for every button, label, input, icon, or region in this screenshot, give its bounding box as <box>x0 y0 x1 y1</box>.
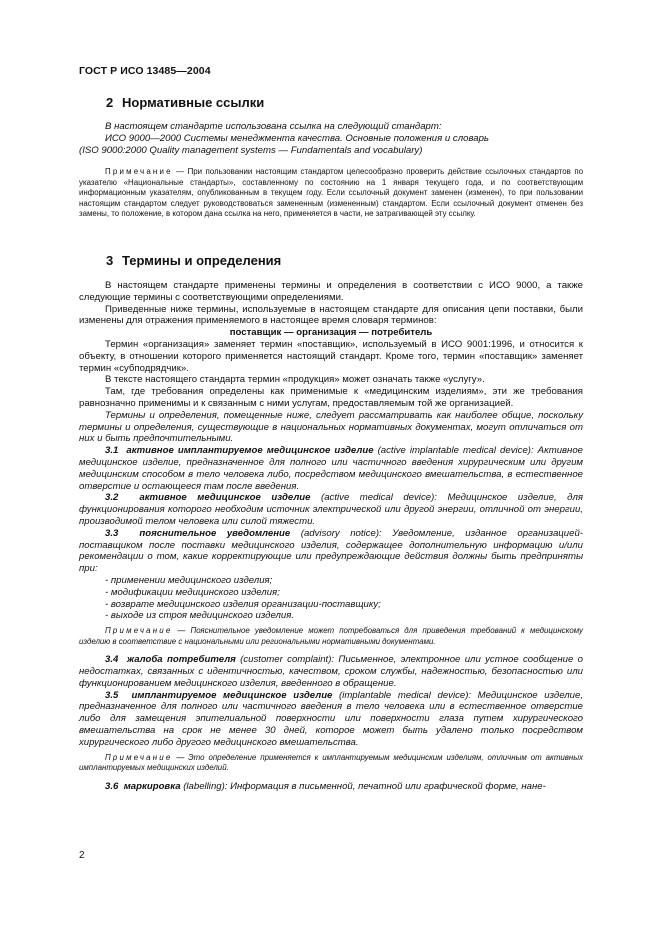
section-2-reference <box>79 121 583 156</box>
term-3-4 <box>79 654 583 689</box>
page-number: 2 <box>79 850 85 861</box>
term-3-2 <box>79 492 583 527</box>
term-definition: (active medical device): Медицинское изделие, для функционирования которого необходим источник электрической или другой энергии, отличной от энергии, производимой телом человека или силой тяжести. <box>79 492 583 527</box>
section-number: 2 <box>106 95 114 110</box>
term-number: 3.3 <box>105 527 119 539</box>
note-3-3 <box>79 626 583 647</box>
term-3-1 <box>79 445 583 492</box>
list-item: - выходе из строя медицинского изделия. <box>79 610 583 622</box>
term-name: активное имплантируемое медицинское изделие <box>126 445 374 457</box>
note-label: Примечание <box>105 167 173 176</box>
paragraph: Там, где требования определены как применимые к «медицинским изделиям», эти же требования равнозначно применимы и к связанным с ними услугам, предоставляемым той же организацией. <box>79 386 583 409</box>
paragraph: В тексте настоящего стандарта термин «продукция» может означать также «услугу». <box>105 374 485 386</box>
supply-chain: поставщик — организация — потребитель <box>229 327 433 339</box>
term-name: пояснительное уведомление <box>139 527 291 539</box>
term-definition: (active implantable medical device): Активное медицинское изделие, предназначенное для полного или частичного введения хирургическим или другим медицинским способом в тело человека либо, посредством медицинского вмешательства, в естественное отверстие и остающееся там после введения. <box>79 445 584 492</box>
section-2-heading <box>106 95 264 110</box>
note-label: Примечание <box>105 752 173 762</box>
term-3-3 <box>79 528 583 575</box>
term-3-6 <box>79 781 583 793</box>
term-name: маркировка <box>123 780 181 792</box>
term-name: жалоба потребителя <box>127 654 236 666</box>
advisory-list <box>79 575 583 622</box>
paragraph: В настоящем стандарте применены термины и определения в соответствии с ИСО 9000, а также следующие термины с соответствующими определениями. <box>79 280 583 303</box>
term-definition: (customer complaint): Письменное, электронное или устное сообщение о недостатках, связанных с идентичностью, качеством, сроком службы, надежностью, безопасностью или функционированием медицинского изделия, введенного в обращение. <box>79 654 583 689</box>
note-label: Примечание <box>105 626 173 636</box>
term-3-5 <box>79 690 583 749</box>
note-text: — Это определение применяется к имплантируемым медицинским изделиям, отличным от активных имплантируемых медицинских изделий. <box>79 752 583 773</box>
term-number: 3.5 <box>105 689 119 701</box>
reference-line: ИСО 9000—2000 Системы менеджмента качества. Основные положения и словарь <box>105 132 489 144</box>
reference-line-en: (ISO 9000:2000 Quality management systems — Fundamentals and vocabulary) <box>79 144 423 156</box>
section-3-body <box>79 280 583 793</box>
term-name: имплантируемое медицинское изделие <box>131 689 333 701</box>
term-definition: (advisory notice): Уведомление, изданное организацией-поставщиком после поставки медицинского изделия, содержащее дополнительную информацию и/или рекомендации о том, какие корректирующие или предупреждающие действия должны быть предприняты при: <box>79 527 583 575</box>
note-text: — Пояснительное уведомление может потребоваться для приведения требований к медицинскому изделию в соответствие с национальными или региональными нормативными документами. <box>79 626 583 646</box>
term-number: 3.6 <box>105 780 119 792</box>
term-definition: (implantable medical device): Медицинское изделие, предназначенное для полного или частичного введения в тело человека или в естественное отверстие либо для замещения эпителиальной поверхности или поверхности глаза путем хирургического вмешательства на срок не менее 30 дней, которое может быть удалено только посредством хирургического либо другого медицинского вмешательства. <box>79 689 583 748</box>
paragraph: Термины и определения, помещенные ниже, следует рассматривать как наиболее общие, поскольку термины и определения, существующие в национальных нормативных документах, могут отличаться от них и быть предпочтительными. <box>79 409 583 445</box>
section-2-note <box>79 167 583 220</box>
section-3-heading <box>106 253 281 268</box>
term-number: 3.2 <box>105 492 119 504</box>
note-3-5 <box>79 753 583 774</box>
standard-header: ГОСТ Р ИСО 13485—2004 <box>79 65 211 77</box>
reference-intro: В настоящем стандарте использована ссылка на следующий стандарт: <box>105 121 442 132</box>
note-text: — При пользовании настоящим стандартом целесообразно проверить действие ссылочных стандартов по указателю «Национальные стандарты», составленному по состоянию на 1 января текущего года, и по соответствующим информационным указателям, опубликованным в текущем году. Если ссылочный документ заменен (изменен), то при пользовании настоящим стандартом следует руководствоваться замененным (измененным) стандартом. Если ссылочный документ отменен без замены, то положение, в котором дана ссылка на него, применяется в части, не затрагивающей эту ссылку. <box>79 167 583 219</box>
section-title: Термины и определения <box>122 253 282 268</box>
term-name: активное медицинское изделие <box>139 492 311 504</box>
section-number: 3 <box>106 253 114 268</box>
term-number: 3.4 <box>105 654 119 666</box>
term-definition: (labelling): Информация в письменной, печатной или графической форме, нане- <box>180 780 546 792</box>
section-title: Нормативные ссылки <box>122 95 265 110</box>
paragraph: Термин «организация» заменяет термин «поставщик», используемый в ИСО 9001:1996, и относится к объекту, в отношении которого применяется настоящий стандарт. Кроме того, термин «поставщик» заменяет термин «субподрядчик». <box>79 338 583 374</box>
term-number: 3.1 <box>105 445 119 457</box>
list-item: - возврате медицинского изделия организации-поставщику; <box>79 599 583 611</box>
list-item: - модификации медицинского изделия; <box>79 587 583 599</box>
list-item: - применении медицинского изделия; <box>79 575 583 587</box>
paragraph: Приведенные ниже термины, используемые в настоящем стандарте для описания цепи поставки, были изменены для отражения применяемого в настоящее время словаря терминов: <box>79 303 583 327</box>
